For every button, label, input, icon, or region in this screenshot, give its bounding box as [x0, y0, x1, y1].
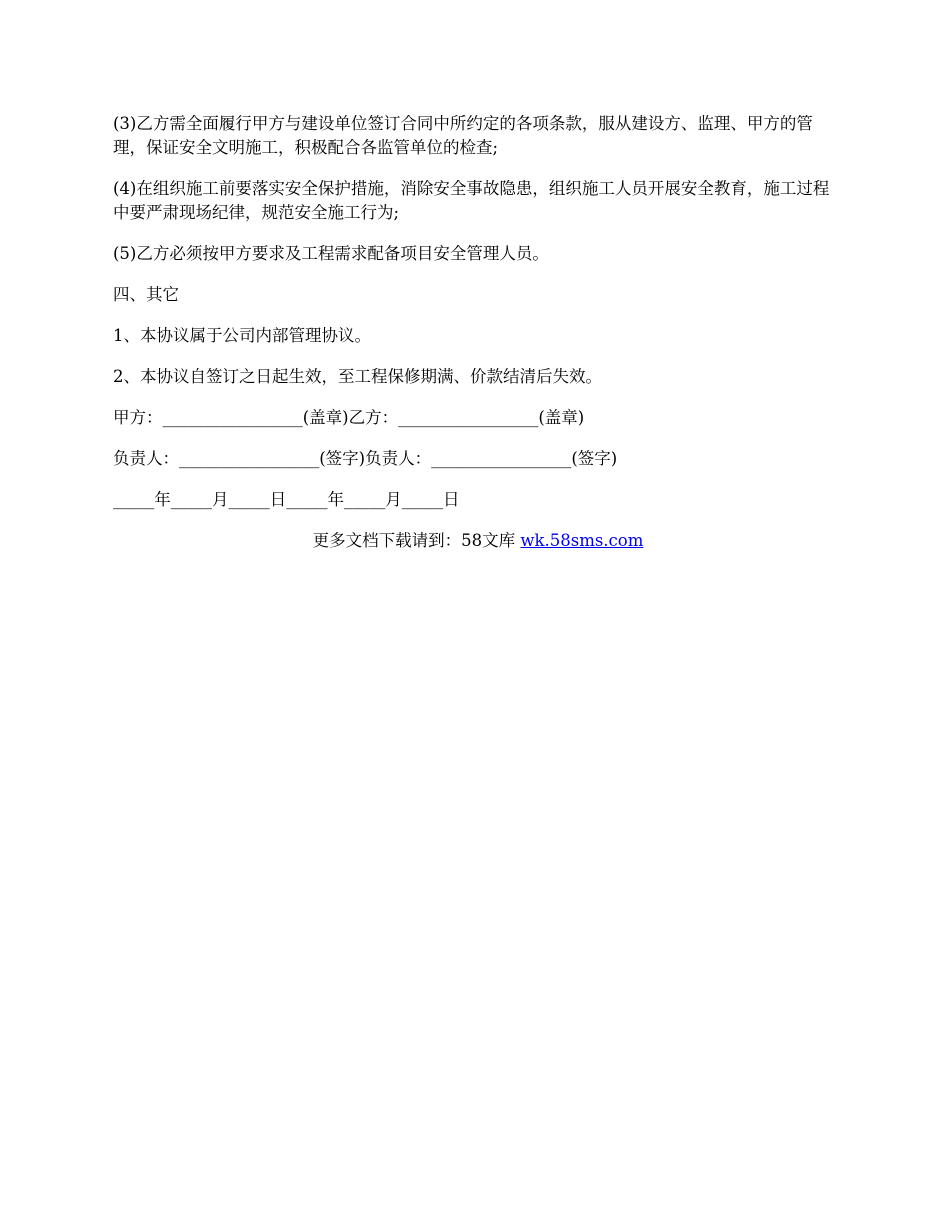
footer-prefix: 更多文档下载请到：58文库	[312, 531, 516, 550]
clause-3: (3)乙方需全面履行甲方与建设单位签订合同中所约定的各项条款，服从建设方、监理、甲方的管理，保证安全文明施工，积极配合各监管单位的检查;	[113, 114, 813, 157]
footer-download-note	[113, 529, 843, 553]
footer-link[interactable]: wk.58sms.com	[520, 531, 644, 550]
document-page	[113, 112, 843, 553]
section-heading: 四、其它	[113, 285, 179, 304]
date-line: _____年_____月_____日_____年_____月_____日	[113, 490, 460, 509]
clause-4: (4)在组织施工前要落实安全保护措施，消除安全事故隐患，组织施工人员开展安全教育，施工过程中要严肃现场纪律，规范安全施工行为;	[113, 179, 830, 222]
party-signature-line: 甲方：_________________(盖章)乙方：_________________(盖章)	[113, 408, 585, 427]
clause-5: (5)乙方必须按甲方要求及工程需求配备项目安全管理人员。	[113, 244, 549, 263]
other-item-1: 1、本协议属于公司内部管理协议。	[113, 326, 371, 345]
other-item-2: 2、本协议自签订之日起生效，至工程保修期满、价款结清后失效。	[113, 367, 602, 386]
signer-signature-line: 负责人：_________________(签字)负责人：_________________(签字)	[113, 449, 618, 468]
